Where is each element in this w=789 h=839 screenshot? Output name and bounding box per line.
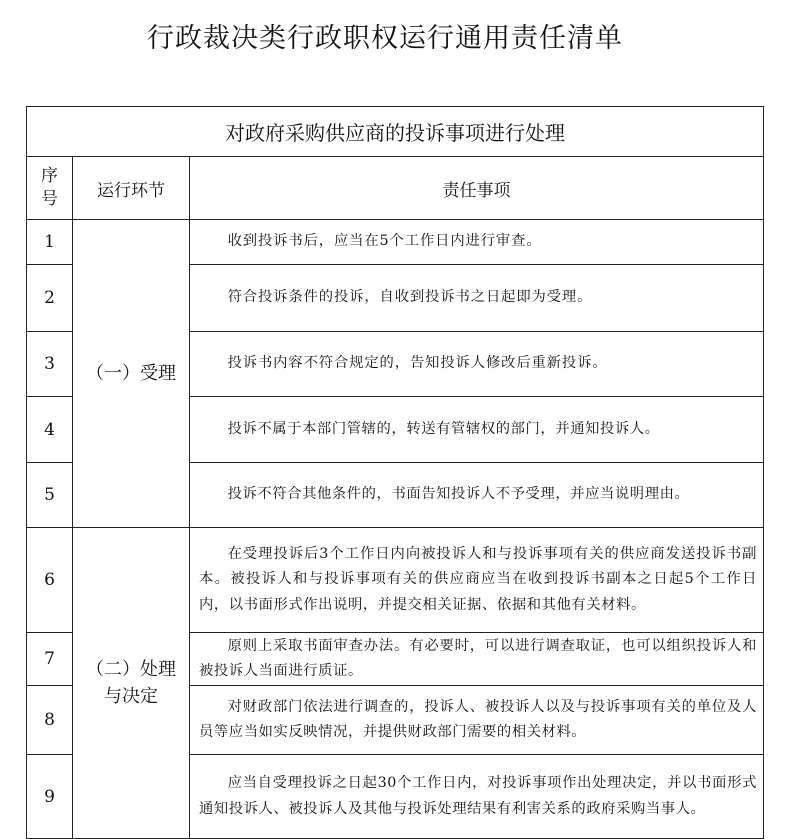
row-number: 3: [27, 332, 73, 397]
duty-item: 在受理投诉后3个工作日内向被投诉人和与投诉事项有关的供应商发送投诉书副本。被投诉人和与投诉事项有关的供应商应当在收到投诉书副本之日起5个工作日内，以书面形式作出说明，并提交相关证据、依据和其他有关材料。: [190, 528, 764, 633]
row-number: 2: [27, 265, 73, 332]
duty-item: 收到投诉书后，应当在5个工作日内进行审查。: [190, 220, 764, 265]
duty-item: 应当自受理投诉之日起30个工作日内，对投诉事项作出处理决定，并以书面形式通知投诉人、被投诉人及其他与投诉处理结果有利害关系的政府采购当事人。: [190, 755, 764, 839]
header-stage: 运行环节: [73, 157, 190, 220]
header-duty: 责任事项: [190, 157, 764, 220]
row-number: 5: [27, 463, 73, 528]
duty-item: 符合投诉条件的投诉，自收到投诉书之日起即为受理。: [190, 265, 764, 332]
table-row: [27, 528, 764, 633]
table-row: [27, 220, 764, 265]
row-number: 8: [27, 686, 73, 755]
header-seq-line1: 序: [41, 166, 58, 186]
header-seq: [27, 157, 73, 220]
row-number: 7: [27, 633, 73, 686]
stage-accept-label: （一）受理: [86, 363, 176, 384]
duty-item: 对财政部门依法进行调查的，投诉人、被投诉人以及与投诉事项有关的单位及人员等应当如实反映情况，并提供财政部门需要的相关材料。: [190, 686, 764, 755]
duty-item: 投诉不符合其他条件的，书面告知投诉人不予受理，并应当说明理由。: [190, 463, 764, 528]
row-number: 6: [27, 528, 73, 633]
stage-handle-label-line2: 与决定: [104, 686, 158, 707]
duty-item: 投诉不属于本部门管辖的，转送有管辖权的部门，并通知投诉人。: [190, 397, 764, 463]
duty-item: 原则上采取书面审查办法。有必要时，可以进行调查取证，也可以组织投诉人和被投诉人当面进行质证。: [190, 633, 764, 686]
duty-item: 投诉书内容不符合规定的，告知投诉人修改后重新投诉。: [190, 332, 764, 397]
row-number: 4: [27, 397, 73, 463]
header-row: [27, 157, 764, 220]
responsibility-table: [26, 106, 764, 839]
caption-row: [27, 107, 764, 157]
stage-handle: [73, 528, 190, 839]
header-seq-line2: 号: [41, 189, 58, 209]
table-caption: 对政府采购供应商的投诉事项进行处理: [27, 107, 764, 157]
stage-handle-label-line1: （二）处理: [86, 659, 176, 680]
stage-accept: [73, 220, 190, 528]
row-number: 9: [27, 755, 73, 839]
document-title: 行政裁决类行政职权运行通用责任清单: [147, 23, 623, 54]
row-number: 1: [27, 220, 73, 265]
